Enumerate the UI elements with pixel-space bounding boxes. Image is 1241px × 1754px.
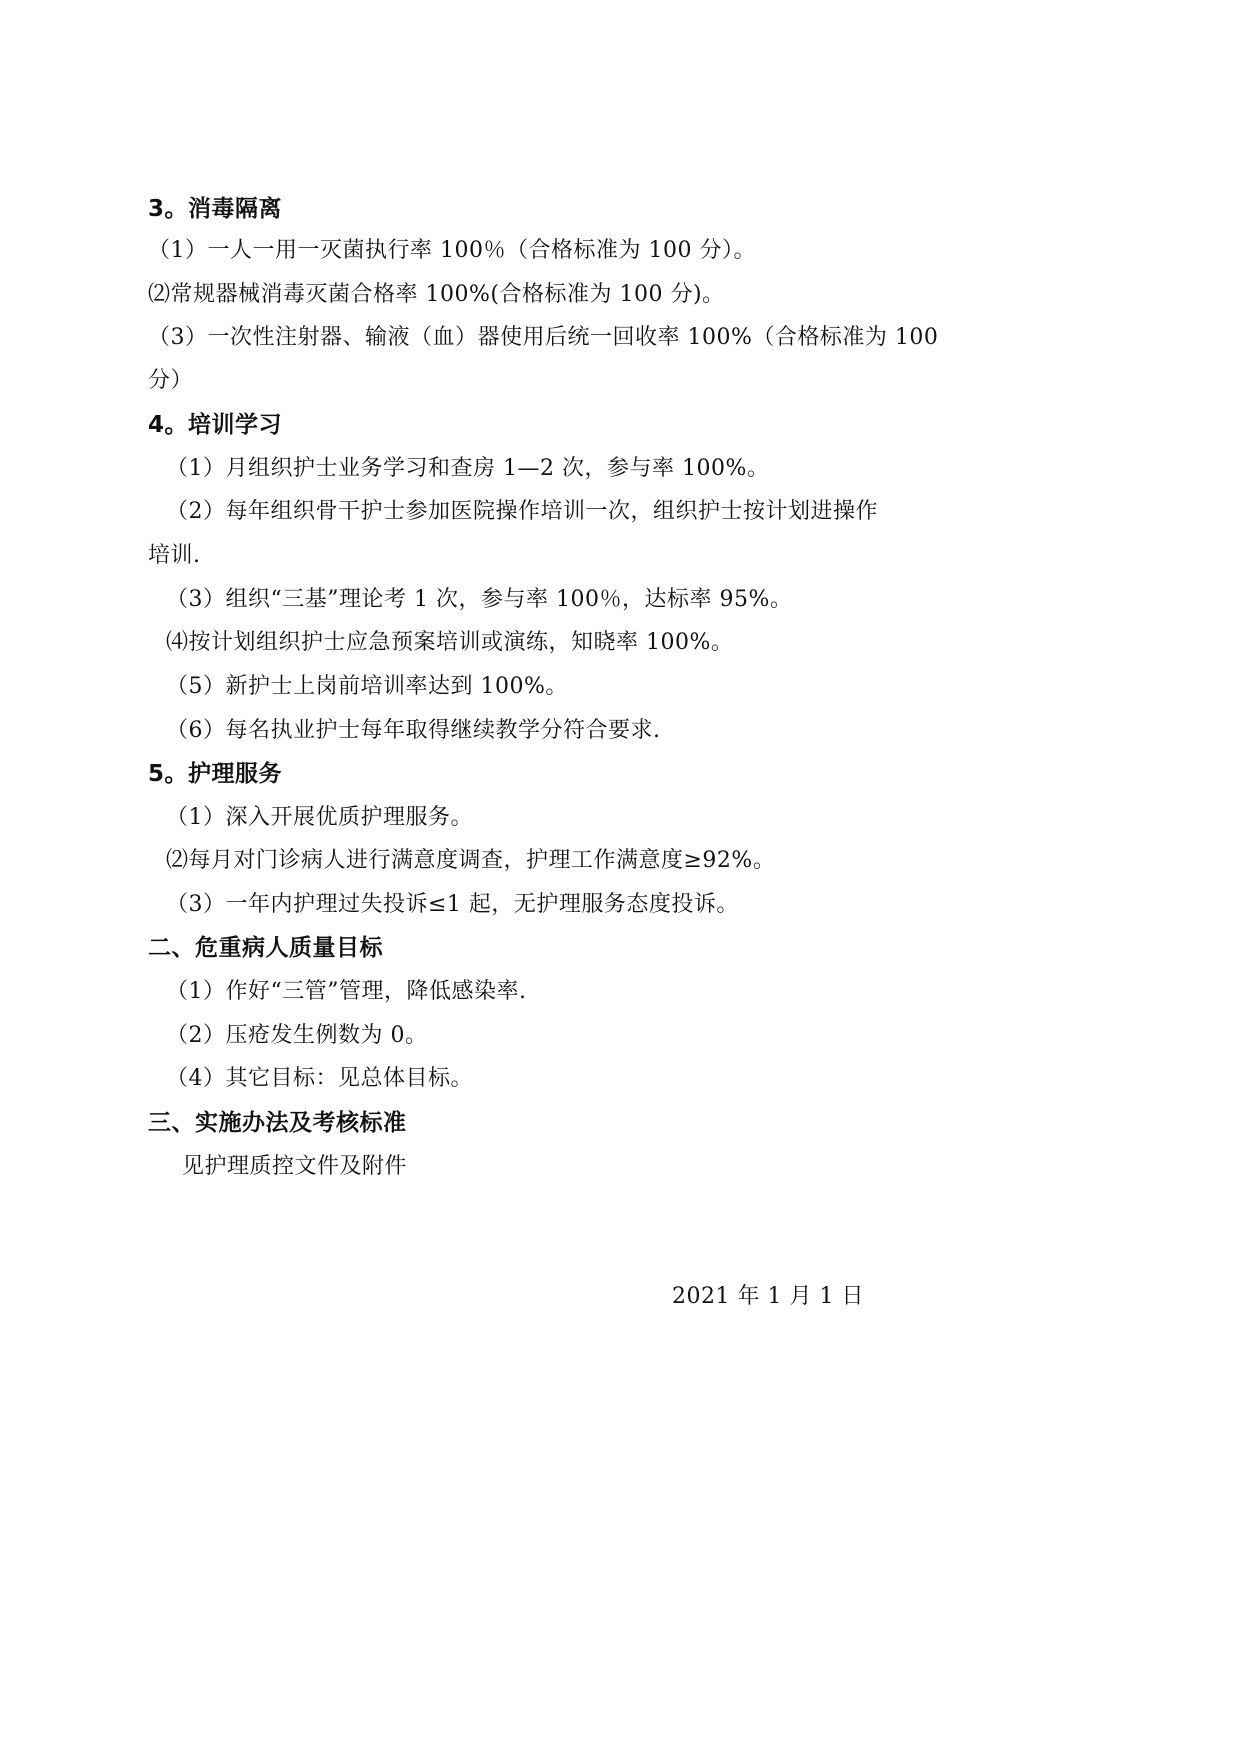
- section-heading-implementation: 三、实施办法及考核标准: [148, 1110, 407, 1136]
- list-item: （2）每年组织骨干护士参加医院操作培训一次，组织护士按计划进操作: [166, 499, 878, 524]
- section-heading-nursing-service: 5。护理服务: [148, 761, 283, 787]
- section-heading-disinfection: 3。消毒隔离: [148, 196, 283, 222]
- list-item: ⑵常规器械消毒灭菌合格率 100%(合格标准为 100 分)。: [148, 282, 725, 307]
- list-item-continuation: 分）: [148, 368, 194, 393]
- section-heading-training: 4。培训学习: [148, 412, 283, 438]
- list-item: ⑷按计划组织护士应急预案培训或演练，知晓率 100%。: [166, 630, 734, 655]
- list-item: （3）一年内护理过失投诉≤1 起，无护理服务态度投诉。: [166, 892, 739, 917]
- list-item: （3）一次性注射器、输液（血）器使用后统一回收率 100%（合格标准为 100: [148, 325, 939, 350]
- list-item: （1）深入开展优质护理服务。: [166, 805, 473, 830]
- list-item: （4）其它目标：见总体目标。: [166, 1066, 473, 1091]
- list-item: （1）一人一用一灭菌执行率 100％（合格标准为 100 分）。: [148, 238, 756, 263]
- list-item: ⑵每月对门诊病人进行满意度调查，护理工作满意度≥92%。: [166, 848, 776, 873]
- list-item: （5）新护士上岗前培训率达到 100%。: [166, 674, 568, 699]
- list-item: （2）压疮发生例数为 0。: [166, 1023, 428, 1048]
- paragraph: 见护理质控文件及附件: [182, 1154, 408, 1179]
- list-item-continuation: 培训.: [148, 543, 201, 568]
- list-item: （6）每名执业护士每年取得继续教学分符合要求.: [166, 718, 661, 743]
- document-date: 2021 年 1 月 1 日: [672, 1284, 864, 1309]
- list-item: （1）月组织护士业务学习和查房 1—2 次，参与率 100%。: [166, 456, 770, 481]
- section-heading-critical-patients: 二、危重病人质量目标: [148, 935, 383, 961]
- list-item: （1）作好“三管”管理，降低感染率.: [166, 979, 527, 1004]
- list-item: （3）组织“三基”理论考 1 次，参与率 100％，达标率 95%。: [166, 587, 793, 612]
